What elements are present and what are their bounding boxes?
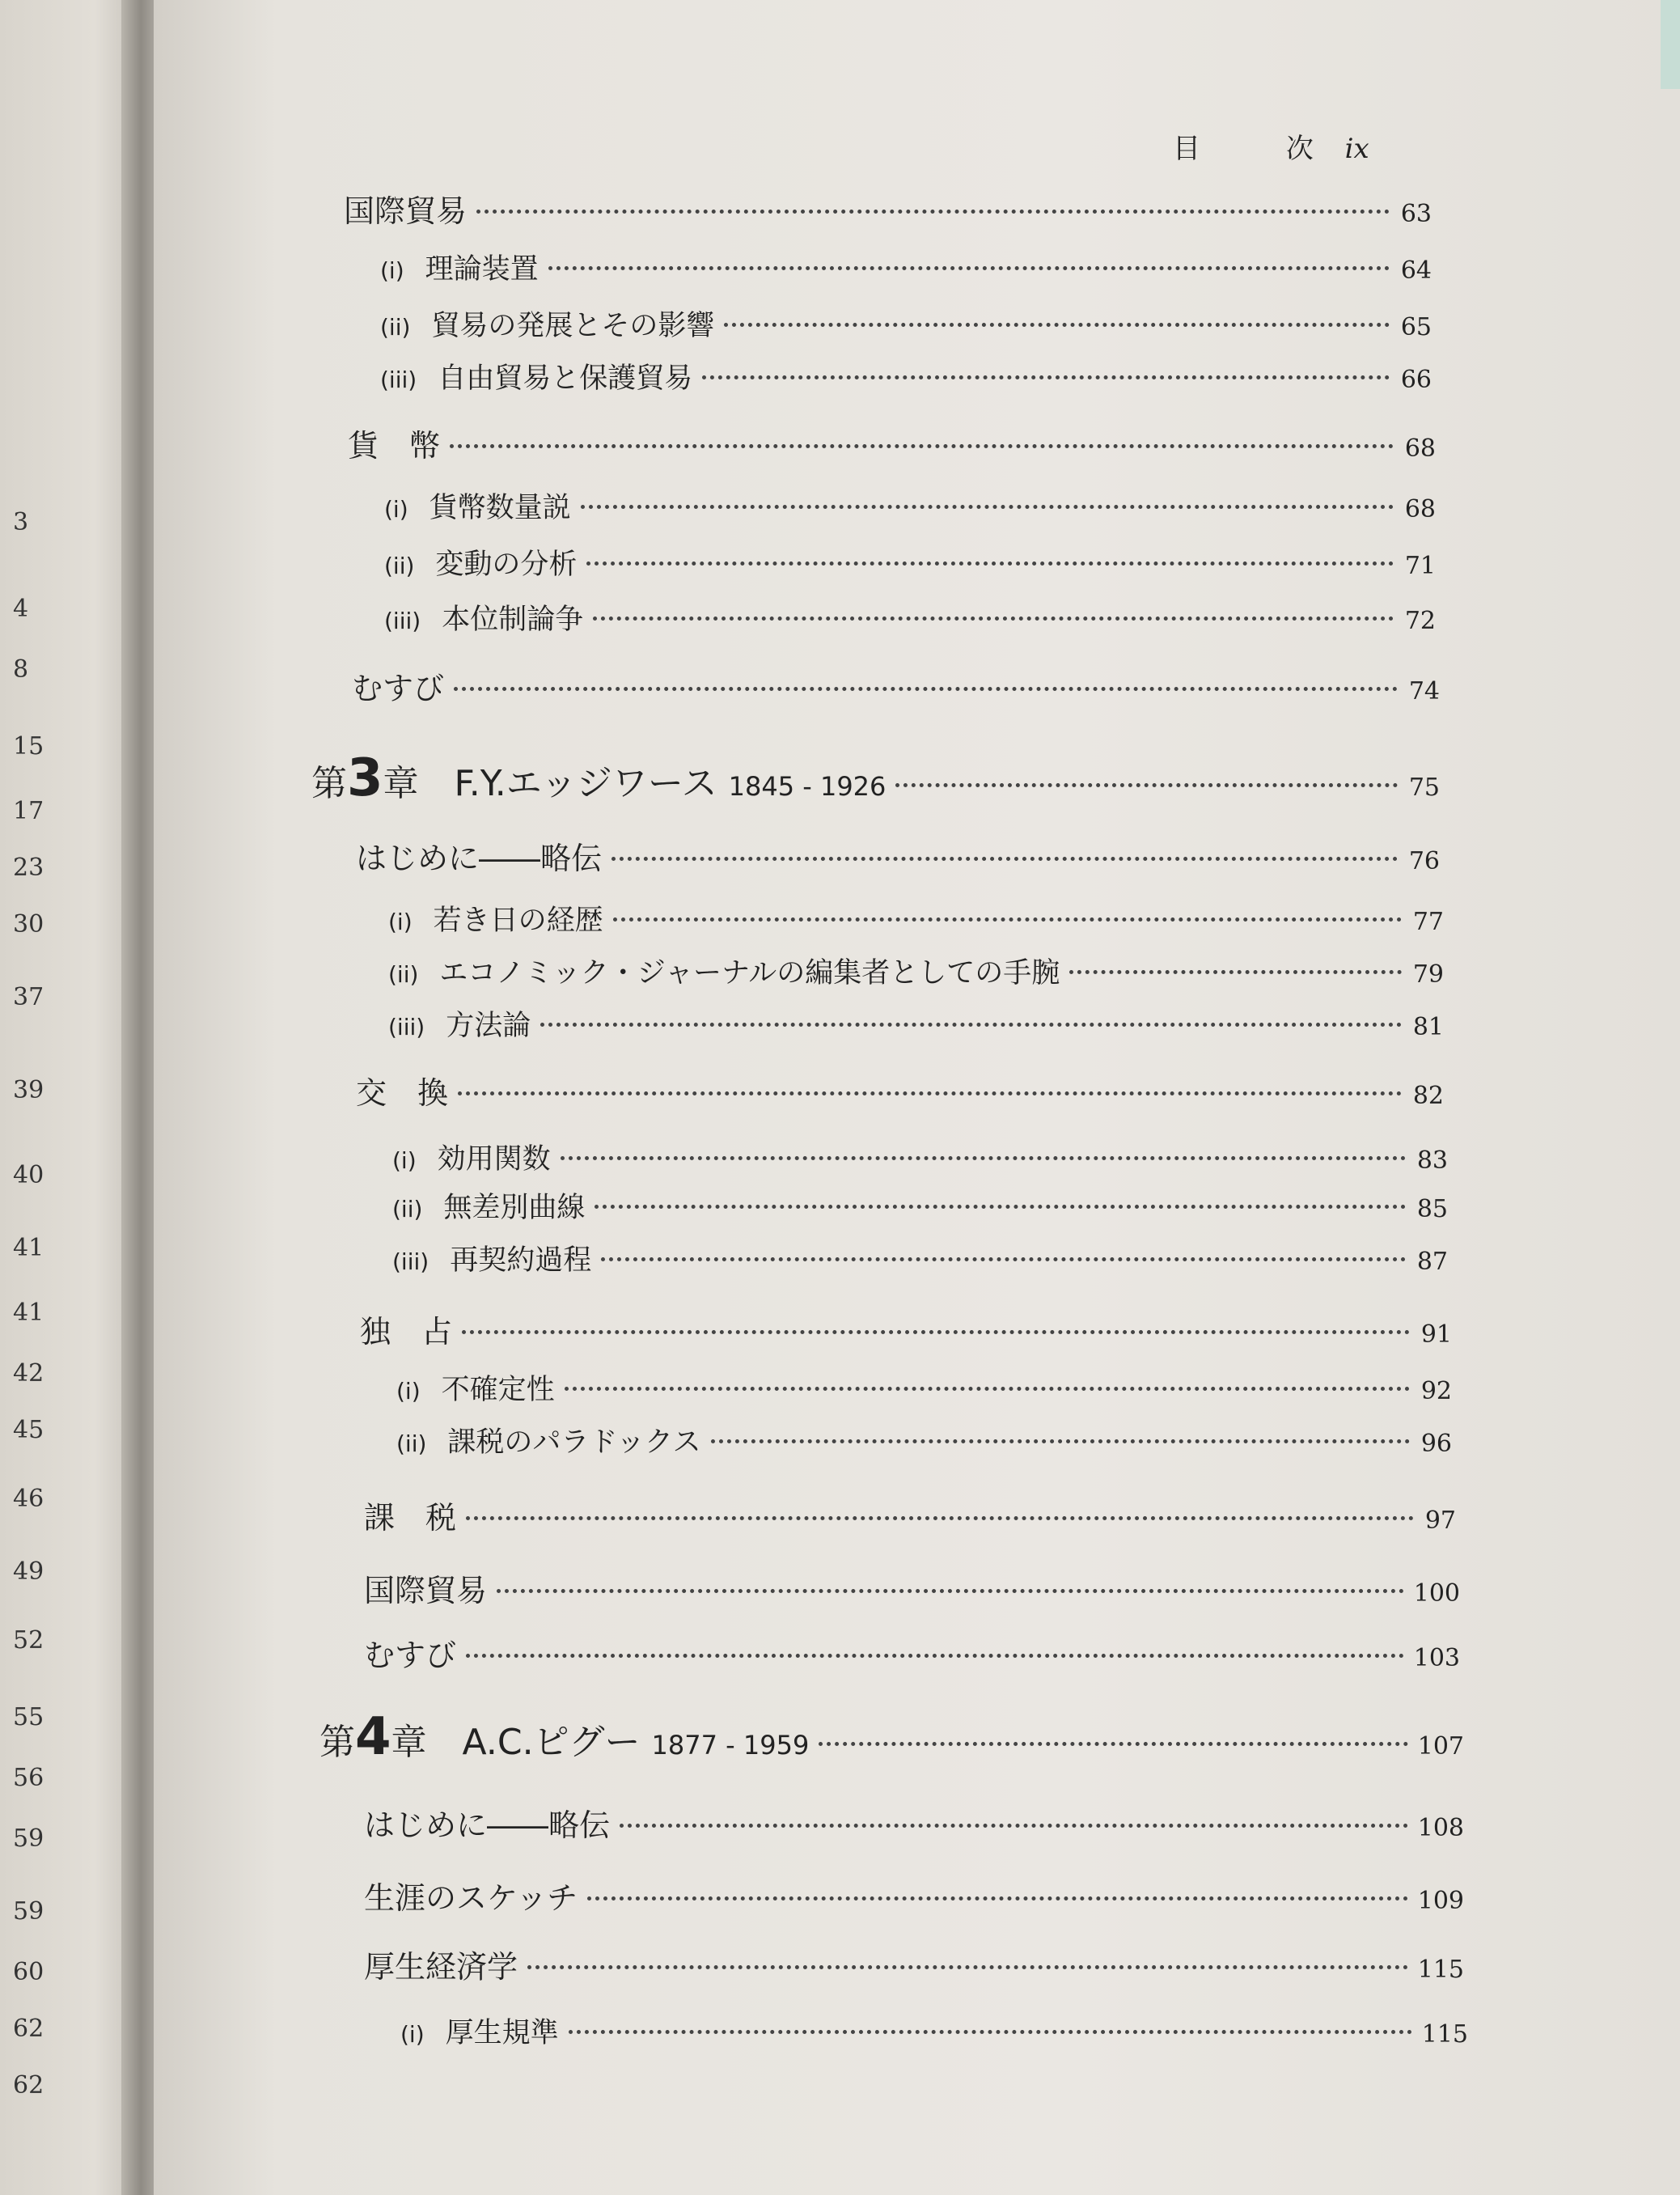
toc-page-number: 91 <box>1420 1320 1452 1349</box>
toc-entry-label <box>380 356 692 396</box>
dot-leader <box>454 687 1398 691</box>
subsection-number: (ii) <box>380 314 411 341</box>
subsection-number: (ii) <box>388 961 419 988</box>
toc-section-row <box>364 1566 1460 1610</box>
toc-page-number: 66 <box>1400 366 1432 394</box>
header-mid: 次 <box>1285 133 1314 165</box>
dot-leader <box>548 266 1390 270</box>
toc-page-number: 92 <box>1420 1377 1452 1405</box>
dot-leader <box>462 1330 1410 1334</box>
left-page-number: 37 <box>13 983 44 1011</box>
dot-leader <box>601 1257 1406 1261</box>
subsection-number: (i) <box>396 1378 421 1405</box>
toc-page-number: 64 <box>1400 256 1432 285</box>
dot-leader <box>540 1023 1402 1027</box>
dot-leader <box>724 323 1390 327</box>
left-page-number: 42 <box>13 1359 44 1388</box>
toc-section-row <box>364 1493 1456 1537</box>
toc-entry-label <box>388 898 603 939</box>
dot-leader <box>561 1156 1406 1160</box>
dot-leader <box>527 1965 1408 1969</box>
dot-leader <box>819 1742 1407 1746</box>
toc-page-number: 68 <box>1404 495 1436 523</box>
toc-section-row <box>364 1800 1464 1845</box>
subsection-number: (i) <box>380 257 404 284</box>
toc-subsection-row <box>400 2011 1468 2051</box>
toc-page-number: 77 <box>1412 908 1444 936</box>
toc-entry-label <box>380 247 539 287</box>
toc-entry-label <box>392 1137 551 1177</box>
toc-entry-label <box>396 1367 555 1408</box>
subsection-title: 厚生規準 <box>445 2017 559 2049</box>
left-page-number: 8 <box>13 655 29 684</box>
toc-section-row <box>356 833 1440 878</box>
subsection-title: 不確定性 <box>441 1374 555 1406</box>
left-page-number: 30 <box>13 910 44 939</box>
toc-subsection-row <box>388 898 1444 939</box>
chapter-prefix: 第 <box>311 763 347 804</box>
subsection-number: (i) <box>384 496 408 523</box>
left-page-number: 17 <box>13 797 44 825</box>
dot-leader <box>458 1091 1402 1095</box>
dot-leader <box>895 783 1398 787</box>
subsection-title: 理論装置 <box>425 253 539 286</box>
toc-page-number: 65 <box>1400 313 1432 341</box>
subsection-title: 若き日の経歴 <box>433 905 603 937</box>
toc-page-number: 63 <box>1400 200 1432 228</box>
chapter-years: 1877 - 1959 <box>651 1730 810 1761</box>
subsection-number: (iii) <box>392 1248 430 1275</box>
left-page-number: 23 <box>13 854 44 882</box>
toc-page-number: 109 <box>1417 1887 1464 1915</box>
toc-entry-label: 国際貿易 <box>344 193 468 229</box>
toc-subsection-row <box>380 303 1432 344</box>
toc-subsection-row <box>392 1185 1448 1226</box>
left-page-number: 55 <box>13 1703 44 1731</box>
chapter-prefix: 第 <box>319 1722 355 1763</box>
toc-subsection-row <box>384 542 1436 583</box>
dot-leader <box>581 505 1394 509</box>
dot-leader <box>702 375 1390 379</box>
left-page-number: 45 <box>13 1416 44 1444</box>
chapter-title: 章 A.C.ピグー <box>391 1722 652 1763</box>
subsection-number: (i) <box>388 909 413 935</box>
toc-page-number: 100 <box>1413 1579 1460 1608</box>
dot-leader <box>620 1824 1408 1828</box>
subsection-number: (iii) <box>388 1014 425 1040</box>
toc-page-number: 81 <box>1412 1013 1444 1041</box>
dot-leader <box>569 2030 1412 2034</box>
toc-section-row <box>364 1942 1464 1986</box>
subsection-title: 本位制論争 <box>442 604 584 636</box>
subsection-number: (ii) <box>384 553 415 579</box>
toc-subsection-row <box>384 485 1436 526</box>
toc-subsection-row <box>396 1367 1452 1408</box>
toc-entry-label: はじめに――略伝 <box>364 1807 611 1843</box>
toc-entry-label <box>388 1003 531 1044</box>
toc-subsection-row <box>380 247 1432 287</box>
toc-page-number: 83 <box>1416 1146 1448 1175</box>
toc-section-row <box>352 663 1440 708</box>
header-page-number: ix <box>1344 133 1369 165</box>
chapter-number: 3 <box>347 748 383 808</box>
toc-entry-label <box>392 1238 591 1278</box>
toc-subsection-row <box>380 356 1432 396</box>
toc-section-row <box>364 1873 1464 1917</box>
toc-page-number: 97 <box>1424 1506 1456 1535</box>
left-page-number: 41 <box>13 1299 44 1327</box>
toc-page-number: 107 <box>1417 1732 1464 1761</box>
dot-leader <box>613 917 1402 922</box>
toc-page-number: 82 <box>1412 1082 1444 1110</box>
subsection-title: 変動の分析 <box>435 549 578 581</box>
toc-entry-label: 国際貿易 <box>364 1573 488 1608</box>
subsection-title: 無差別曲線 <box>443 1192 586 1224</box>
subsection-title: 効用関数 <box>437 1143 551 1176</box>
toc-entry-label: 生涯のスケッチ <box>364 1880 578 1916</box>
toc-subsection-row <box>384 597 1436 638</box>
dot-leader <box>466 1516 1414 1520</box>
left-page-number: 15 <box>13 732 44 761</box>
dot-leader <box>595 1205 1406 1209</box>
toc-subsection-row <box>388 1003 1444 1044</box>
toc-page-number: 96 <box>1420 1430 1452 1458</box>
toc-section-row <box>364 1630 1460 1675</box>
toc-page-number: 108 <box>1417 1814 1464 1842</box>
toc-entry-label <box>384 542 577 583</box>
dot-leader <box>476 210 1390 214</box>
toc-entry-label <box>384 485 571 526</box>
toc-section-row <box>356 1068 1444 1112</box>
background-corner <box>1661 0 1680 89</box>
toc-subsection-row <box>392 1137 1448 1177</box>
dot-leader <box>586 561 1394 566</box>
toc-entry-label <box>396 1420 701 1460</box>
left-page-number: 49 <box>13 1557 44 1586</box>
left-page-number: 59 <box>13 1897 44 1926</box>
toc-subsection-row <box>396 1420 1452 1460</box>
left-page-number: 4 <box>13 595 29 623</box>
left-page-number: 3 <box>13 508 29 536</box>
subsection-number: (ii) <box>396 1430 427 1457</box>
dot-leader <box>611 857 1398 861</box>
toc-page-number: 71 <box>1404 552 1436 580</box>
toc-section-row <box>348 421 1436 465</box>
subsection-number: (i) <box>400 2021 425 2048</box>
dot-leader <box>711 1439 1410 1443</box>
dot-leader <box>466 1654 1404 1658</box>
left-page-number: 41 <box>13 1234 44 1262</box>
left-page-number: 40 <box>13 1161 44 1189</box>
left-page-number: 59 <box>13 1824 44 1853</box>
left-page-number: 62 <box>13 2071 44 2100</box>
dot-leader <box>450 444 1394 448</box>
left-page-number: 56 <box>13 1764 44 1792</box>
subsection-title: 方法論 <box>446 1010 531 1042</box>
toc-page-number: 87 <box>1416 1248 1448 1276</box>
toc-entry-label: 課 税 <box>364 1500 457 1536</box>
toc-entry-label: 貨 幣 <box>348 428 441 464</box>
toc-page-number: 72 <box>1404 607 1436 635</box>
subsection-number: (iii) <box>384 608 421 634</box>
left-page-number: 62 <box>13 2015 44 2043</box>
dot-leader <box>593 617 1394 621</box>
left-page-number: 60 <box>13 1958 44 1986</box>
toc-entry-label <box>400 2011 559 2051</box>
toc-page-number: 68 <box>1404 434 1436 463</box>
left-page-number: 52 <box>13 1626 44 1655</box>
toc-entry-label <box>388 951 1060 991</box>
subsection-title: 課税のパラドックス <box>447 1426 701 1459</box>
toc-page-number: 75 <box>1408 773 1440 802</box>
subsection-title: 貨幣数量説 <box>429 492 571 524</box>
subsection-number: (ii) <box>392 1196 423 1223</box>
toc-page-number: 85 <box>1416 1195 1448 1223</box>
toc-entry-label: 交 換 <box>356 1075 449 1111</box>
chapter-number: 4 <box>355 1707 391 1767</box>
toc-entry-label: 厚生経済学 <box>364 1949 518 1985</box>
toc-chapter-row <box>311 748 1440 808</box>
chapter-title: 章 F.Y.エッジワース <box>383 763 729 804</box>
subsection-number: (iii) <box>380 367 417 393</box>
dot-leader <box>1069 970 1402 974</box>
toc-entry-label: むすび <box>352 671 445 706</box>
chapter-years: 1845 - 1926 <box>728 771 887 802</box>
dot-leader <box>565 1387 1410 1391</box>
toc-chapter-row <box>319 1707 1464 1767</box>
toc-entry-label <box>392 1185 585 1226</box>
toc-page-number: 115 <box>1417 1956 1464 1984</box>
subsection-number: (i) <box>392 1147 417 1174</box>
toc-page-number: 74 <box>1408 677 1440 706</box>
toc-entry-label: むすび <box>364 1638 457 1673</box>
subsection-title: エコノミック・ジャーナルの編集者としての手腕 <box>439 957 1060 989</box>
toc-entry-label <box>311 748 886 808</box>
dot-leader <box>587 1896 1408 1900</box>
header-left: 目 <box>1173 133 1200 165</box>
toc-page-number: 79 <box>1412 960 1444 989</box>
toc-entry-label: はじめに――略伝 <box>356 841 603 876</box>
toc-subsection-row <box>388 951 1444 991</box>
subsection-title: 自由貿易と保護貿易 <box>438 362 693 395</box>
toc-section-row <box>344 186 1432 231</box>
subsection-title: 貿易の発展とその影響 <box>431 310 715 342</box>
toc-page-number: 103 <box>1413 1644 1460 1672</box>
toc-entry-label <box>380 303 714 344</box>
toc-entry-label: 独 占 <box>360 1314 453 1350</box>
toc-page-number: 115 <box>1421 2020 1468 2049</box>
subsection-title: 再契約過程 <box>450 1244 592 1277</box>
running-header <box>1173 126 1369 166</box>
left-page-number: 46 <box>13 1485 44 1513</box>
dot-leader <box>497 1589 1404 1593</box>
toc-entry-label <box>319 1707 809 1767</box>
left-page-number: 39 <box>13 1076 44 1104</box>
toc-entry-label <box>384 597 583 638</box>
toc-page-number: 76 <box>1408 847 1440 875</box>
toc-section-row <box>360 1307 1452 1351</box>
toc-subsection-row <box>392 1238 1448 1278</box>
left-page <box>0 0 136 2195</box>
